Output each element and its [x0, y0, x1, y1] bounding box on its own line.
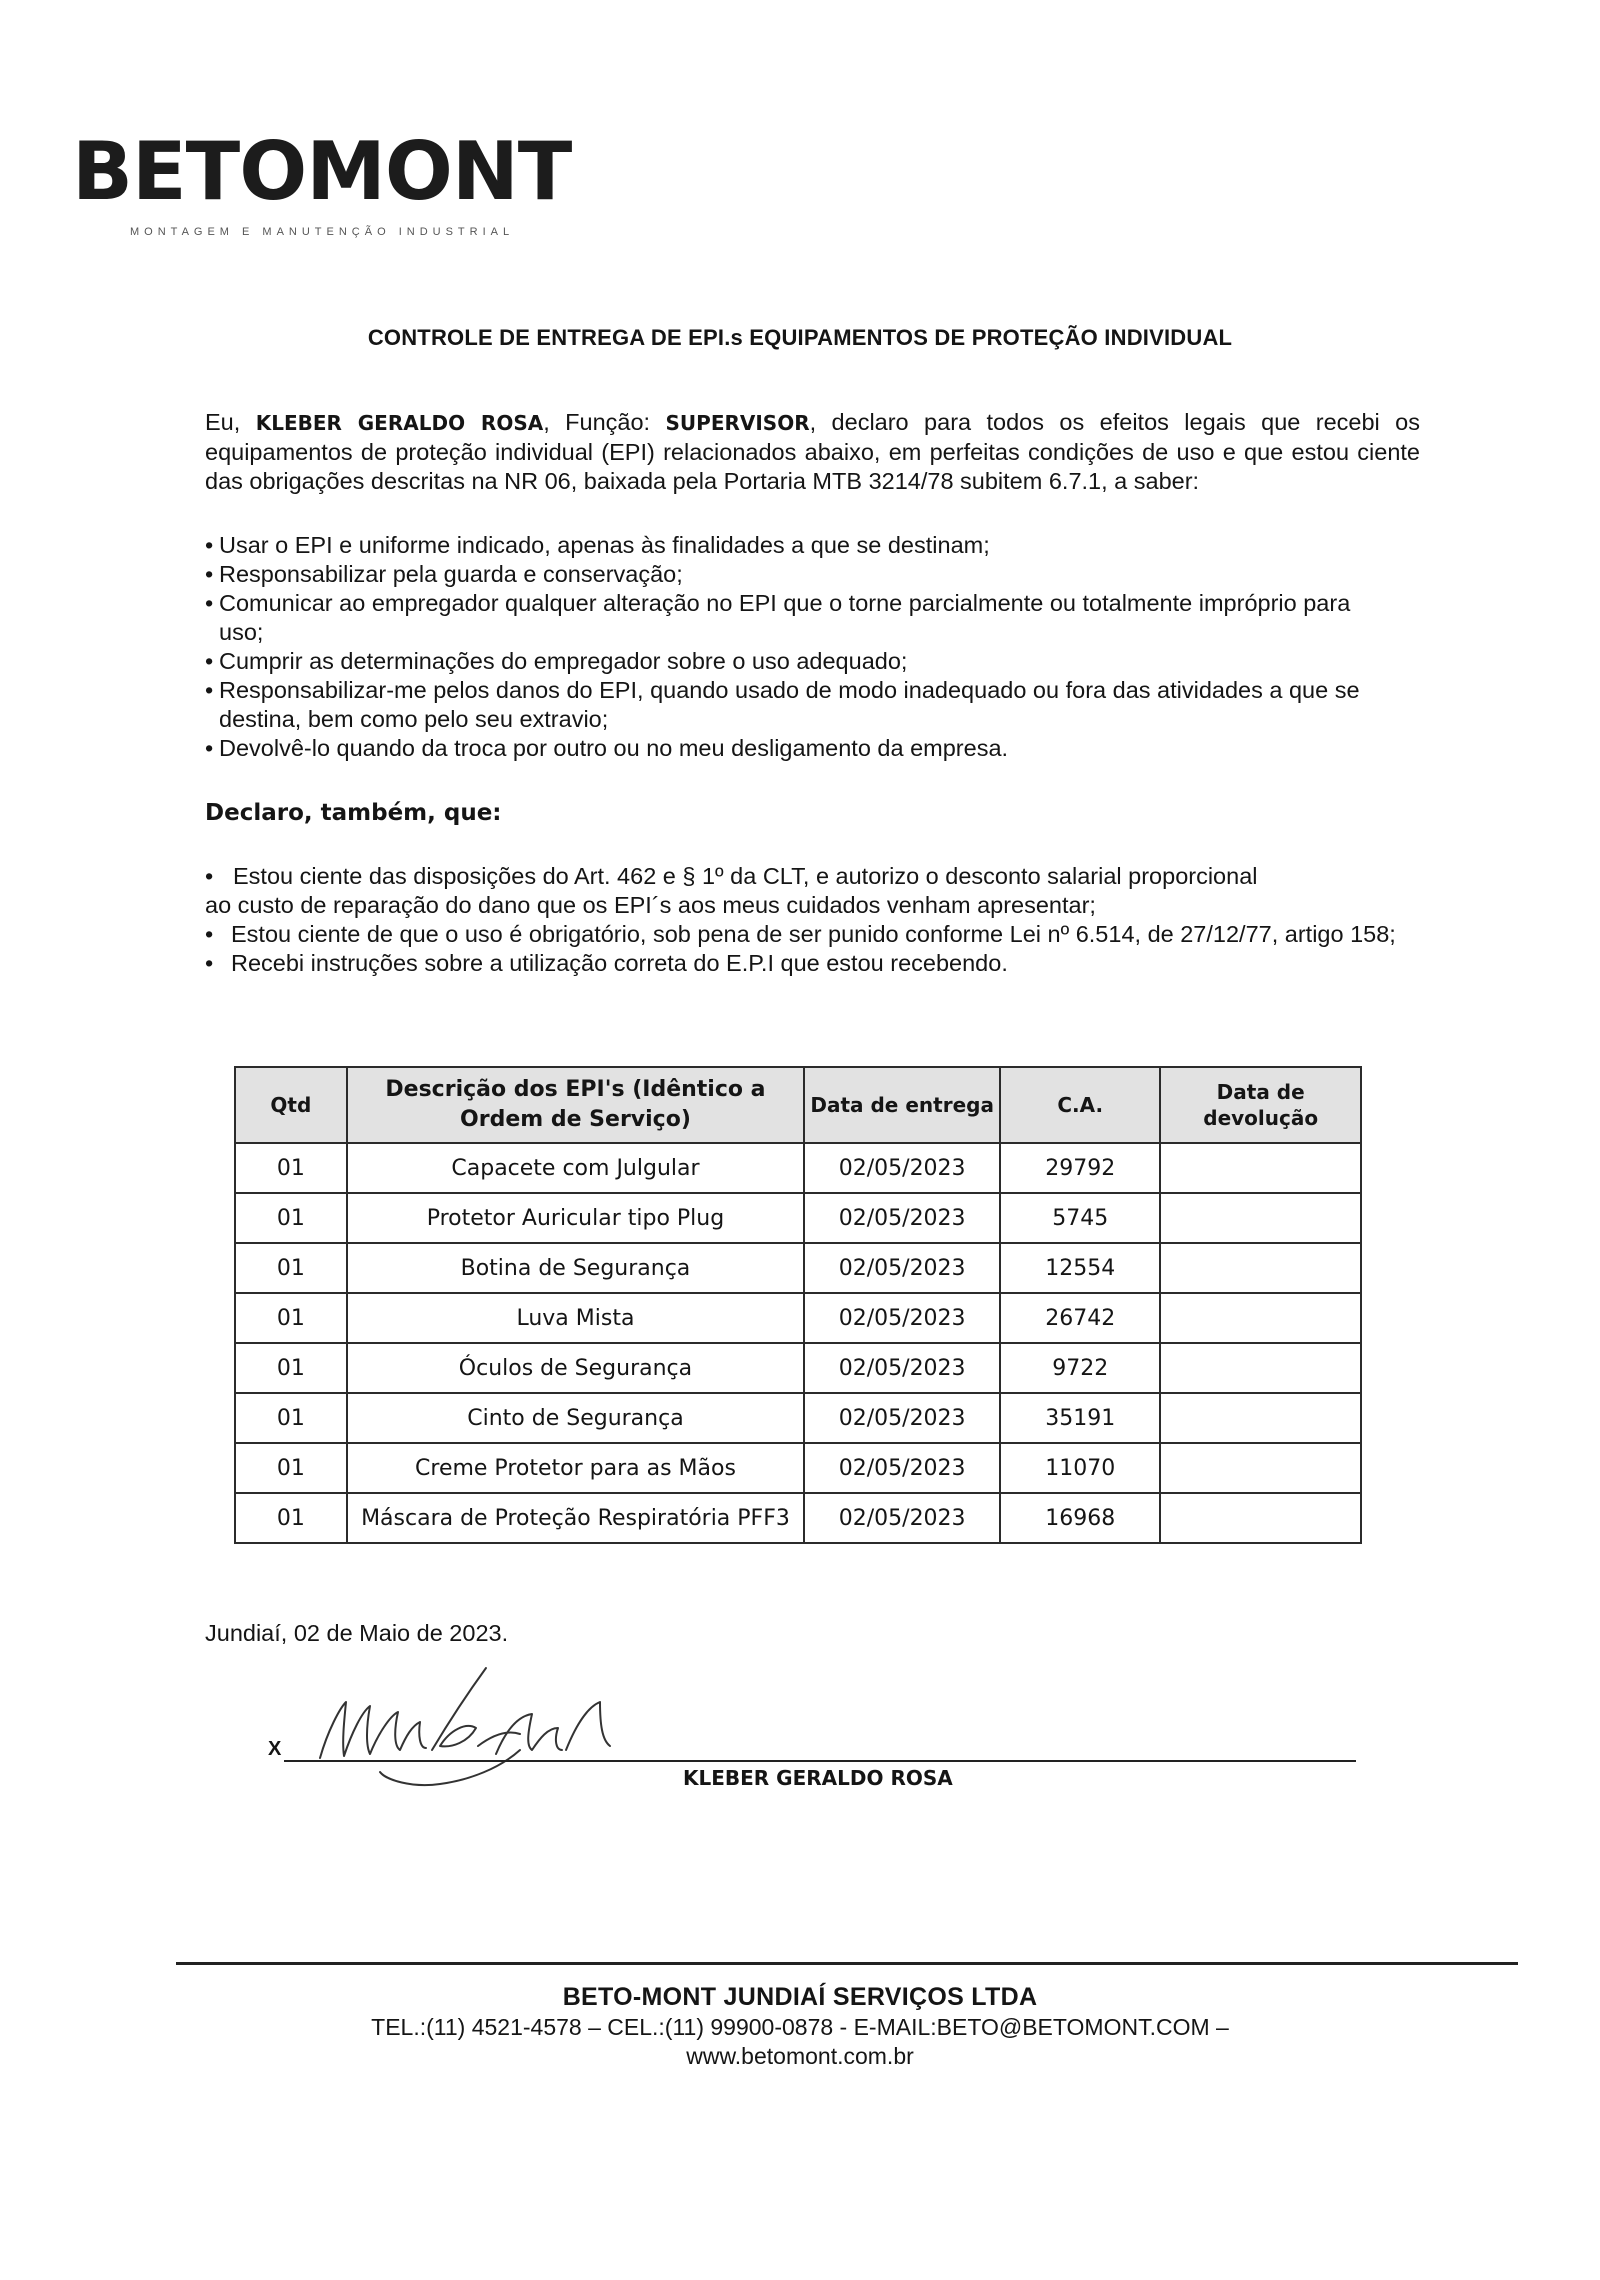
company-logo	[72, 125, 572, 238]
table-row	[235, 1493, 1361, 1543]
bullet-icon: •	[205, 590, 214, 616]
cell-delivery-date: 02/05/2023	[804, 1243, 1000, 1293]
cell-qtd: 01	[235, 1293, 347, 1343]
obligations-list	[205, 531, 1385, 763]
bullet-icon: •	[205, 863, 214, 889]
cell-qtd: 01	[235, 1393, 347, 1443]
place-and-date: Jundiaí, 02 de Maio de 2023.	[205, 1620, 509, 1646]
table-row	[235, 1193, 1361, 1243]
cell-description: Protetor Auricular tipo Plug	[347, 1193, 805, 1243]
cell-delivery-date: 02/05/2023	[804, 1343, 1000, 1393]
cell-description: Cinto de Segurança	[347, 1393, 805, 1443]
cell-ca: 26742	[1000, 1293, 1160, 1343]
cell-return-date	[1160, 1143, 1361, 1193]
signature-line	[284, 1760, 1356, 1762]
cell-ca: 16968	[1000, 1493, 1160, 1543]
declarations-heading: Declaro, também, que:	[205, 800, 502, 826]
cell-ca: 9722	[1000, 1343, 1160, 1393]
employee-role: SUPERVISOR	[665, 411, 810, 435]
epi-delivery-table	[234, 1066, 1362, 1544]
bullet-icon: •	[205, 735, 214, 761]
bullet-icon: •	[205, 532, 214, 558]
cell-ca: 11070	[1000, 1443, 1160, 1493]
table-row	[235, 1293, 1361, 1343]
intro-text-role-label: , Função:	[543, 409, 651, 435]
cell-return-date	[1160, 1243, 1361, 1293]
cell-delivery-date: 02/05/2023	[804, 1443, 1000, 1493]
footer-contact-info: TEL.:(11) 4521-4578 – CEL.:(11) 99900-0878 - E-MAIL:BETO@BETOMONT.COM –	[371, 2014, 1229, 2040]
cell-qtd: 01	[235, 1443, 347, 1493]
cell-qtd: 01	[235, 1243, 347, 1293]
cell-qtd: 01	[235, 1193, 347, 1243]
list-item: • Recebi instruções sobre a utilização correta do E.P.I que estou recebendo.	[205, 950, 1008, 976]
header-return-date: Data de devolução	[1160, 1067, 1361, 1143]
signatory-name: KLEBER GERALDO ROSA	[683, 1766, 953, 1790]
cell-delivery-date: 02/05/2023	[804, 1293, 1000, 1343]
bullet-icon: •	[205, 950, 214, 976]
header-qtd: Qtd	[235, 1067, 347, 1143]
table-row	[235, 1393, 1361, 1443]
bullet-icon: •	[205, 921, 214, 947]
intro-text-end: , declaro para todos os efeitos legais que recebi os equipamentos de proteção individual (EPI) relacionados abaixo, em perfeitas condições de uso e que estou ciente das obrigações descritas na NR 06, baixada pela Portaria MTB 3214/78 subitem 6.7.1, a saber:	[205, 409, 1420, 494]
cell-return-date	[1160, 1193, 1361, 1243]
cell-qtd: 01	[235, 1493, 347, 1543]
list-item: • Cumprir as determinações do empregador sobre o uso adequado;	[205, 648, 908, 674]
list-item-continuation: ao custo de reparação do dano que os EPI´s aos meus cuidados venham apresentar;	[205, 892, 1096, 918]
table-row	[235, 1343, 1361, 1393]
cell-description: Creme Protetor para as Mãos	[347, 1443, 805, 1493]
intro-paragraph	[205, 408, 1420, 496]
list-item: • Comunicar ao empregador qualquer alteração no EPI que o torne parcialmente ou totalmente impróprio para uso;	[205, 590, 1351, 645]
list-item: • Usar o EPI e uniforme indicado, apenas às finalidades a que se destinam;	[205, 532, 990, 558]
bullet-icon: •	[205, 561, 214, 587]
cell-delivery-date: 02/05/2023	[804, 1493, 1000, 1543]
list-item: • Estou ciente das disposições do Art. 462 e § 1º da CLT, e autorizo o desconto salarial proporcional	[205, 863, 1258, 889]
table-row	[235, 1143, 1361, 1193]
footer-company-name: BETO-MONT JUNDIAÍ SERVIÇOS LTDA	[562, 1983, 1038, 2011]
cell-delivery-date: 02/05/2023	[804, 1193, 1000, 1243]
list-item: • Responsabilizar pela guarda e conservação;	[205, 561, 683, 587]
cell-ca: 29792	[1000, 1143, 1160, 1193]
list-item: • Responsabilizar-me pelos danos do EPI, quando usado de modo inadequado ou fora das atividades a que se destina, bem como pelo seu extravio;	[205, 677, 1360, 732]
cell-ca: 5745	[1000, 1193, 1160, 1243]
header-delivery-date: Data de entrega	[804, 1067, 1000, 1143]
cell-return-date	[1160, 1493, 1361, 1543]
cell-delivery-date: 02/05/2023	[804, 1393, 1000, 1443]
header-ca: C.A.	[1000, 1067, 1160, 1143]
cell-delivery-date: 02/05/2023	[804, 1143, 1000, 1193]
cell-description: Capacete com Julgular	[347, 1143, 805, 1193]
cell-ca: 35191	[1000, 1393, 1160, 1443]
cell-description: Botina de Segurança	[347, 1243, 805, 1293]
cell-ca: 12554	[1000, 1243, 1160, 1293]
cell-return-date	[1160, 1293, 1361, 1343]
list-item: • Estou ciente de que o uso é obrigatório, sob pena de ser punido conforme Lei nº 6.514, de 27/12/77, artigo 158;	[205, 921, 1396, 947]
declarations-list	[205, 862, 1405, 978]
table-row	[235, 1443, 1361, 1493]
logo-wordmark: BETOMONT	[72, 125, 572, 218]
logo-tagline: MONTAGEM E MANUTENÇÃO INDUSTRIAL	[130, 226, 515, 238]
document-title: CONTROLE DE ENTREGA DE EPI.s EQUIPAMENTOS DE PROTEÇÃO INDIVIDUAL	[367, 325, 1233, 350]
table-header-row	[235, 1067, 1361, 1143]
signature-x-mark: X	[268, 1738, 282, 1760]
footer-divider	[176, 1962, 1518, 1965]
cell-description: Óculos de Segurança	[347, 1343, 805, 1393]
bullet-icon: •	[205, 648, 214, 674]
cell-return-date	[1160, 1443, 1361, 1493]
cell-description: Luva Mista	[347, 1293, 805, 1343]
employee-name: KLEBER GERALDO ROSA	[255, 411, 544, 435]
cell-return-date	[1160, 1343, 1361, 1393]
cell-return-date	[1160, 1393, 1361, 1443]
bullet-icon: •	[205, 677, 214, 703]
list-item: • Devolvê-lo quando da troca por outro ou no meu desligamento da empresa.	[205, 735, 1009, 761]
cell-description: Máscara de Proteção Respiratória PFF3	[347, 1493, 805, 1543]
footer-website: www.betomont.com.br	[686, 2043, 914, 2069]
table-row	[235, 1243, 1361, 1293]
header-description: Descrição dos EPI's (Idêntico a Ordem de Serviço)	[347, 1067, 805, 1143]
intro-text-start: Eu,	[205, 409, 241, 435]
cell-qtd: 01	[235, 1343, 347, 1393]
cell-qtd: 01	[235, 1143, 347, 1193]
